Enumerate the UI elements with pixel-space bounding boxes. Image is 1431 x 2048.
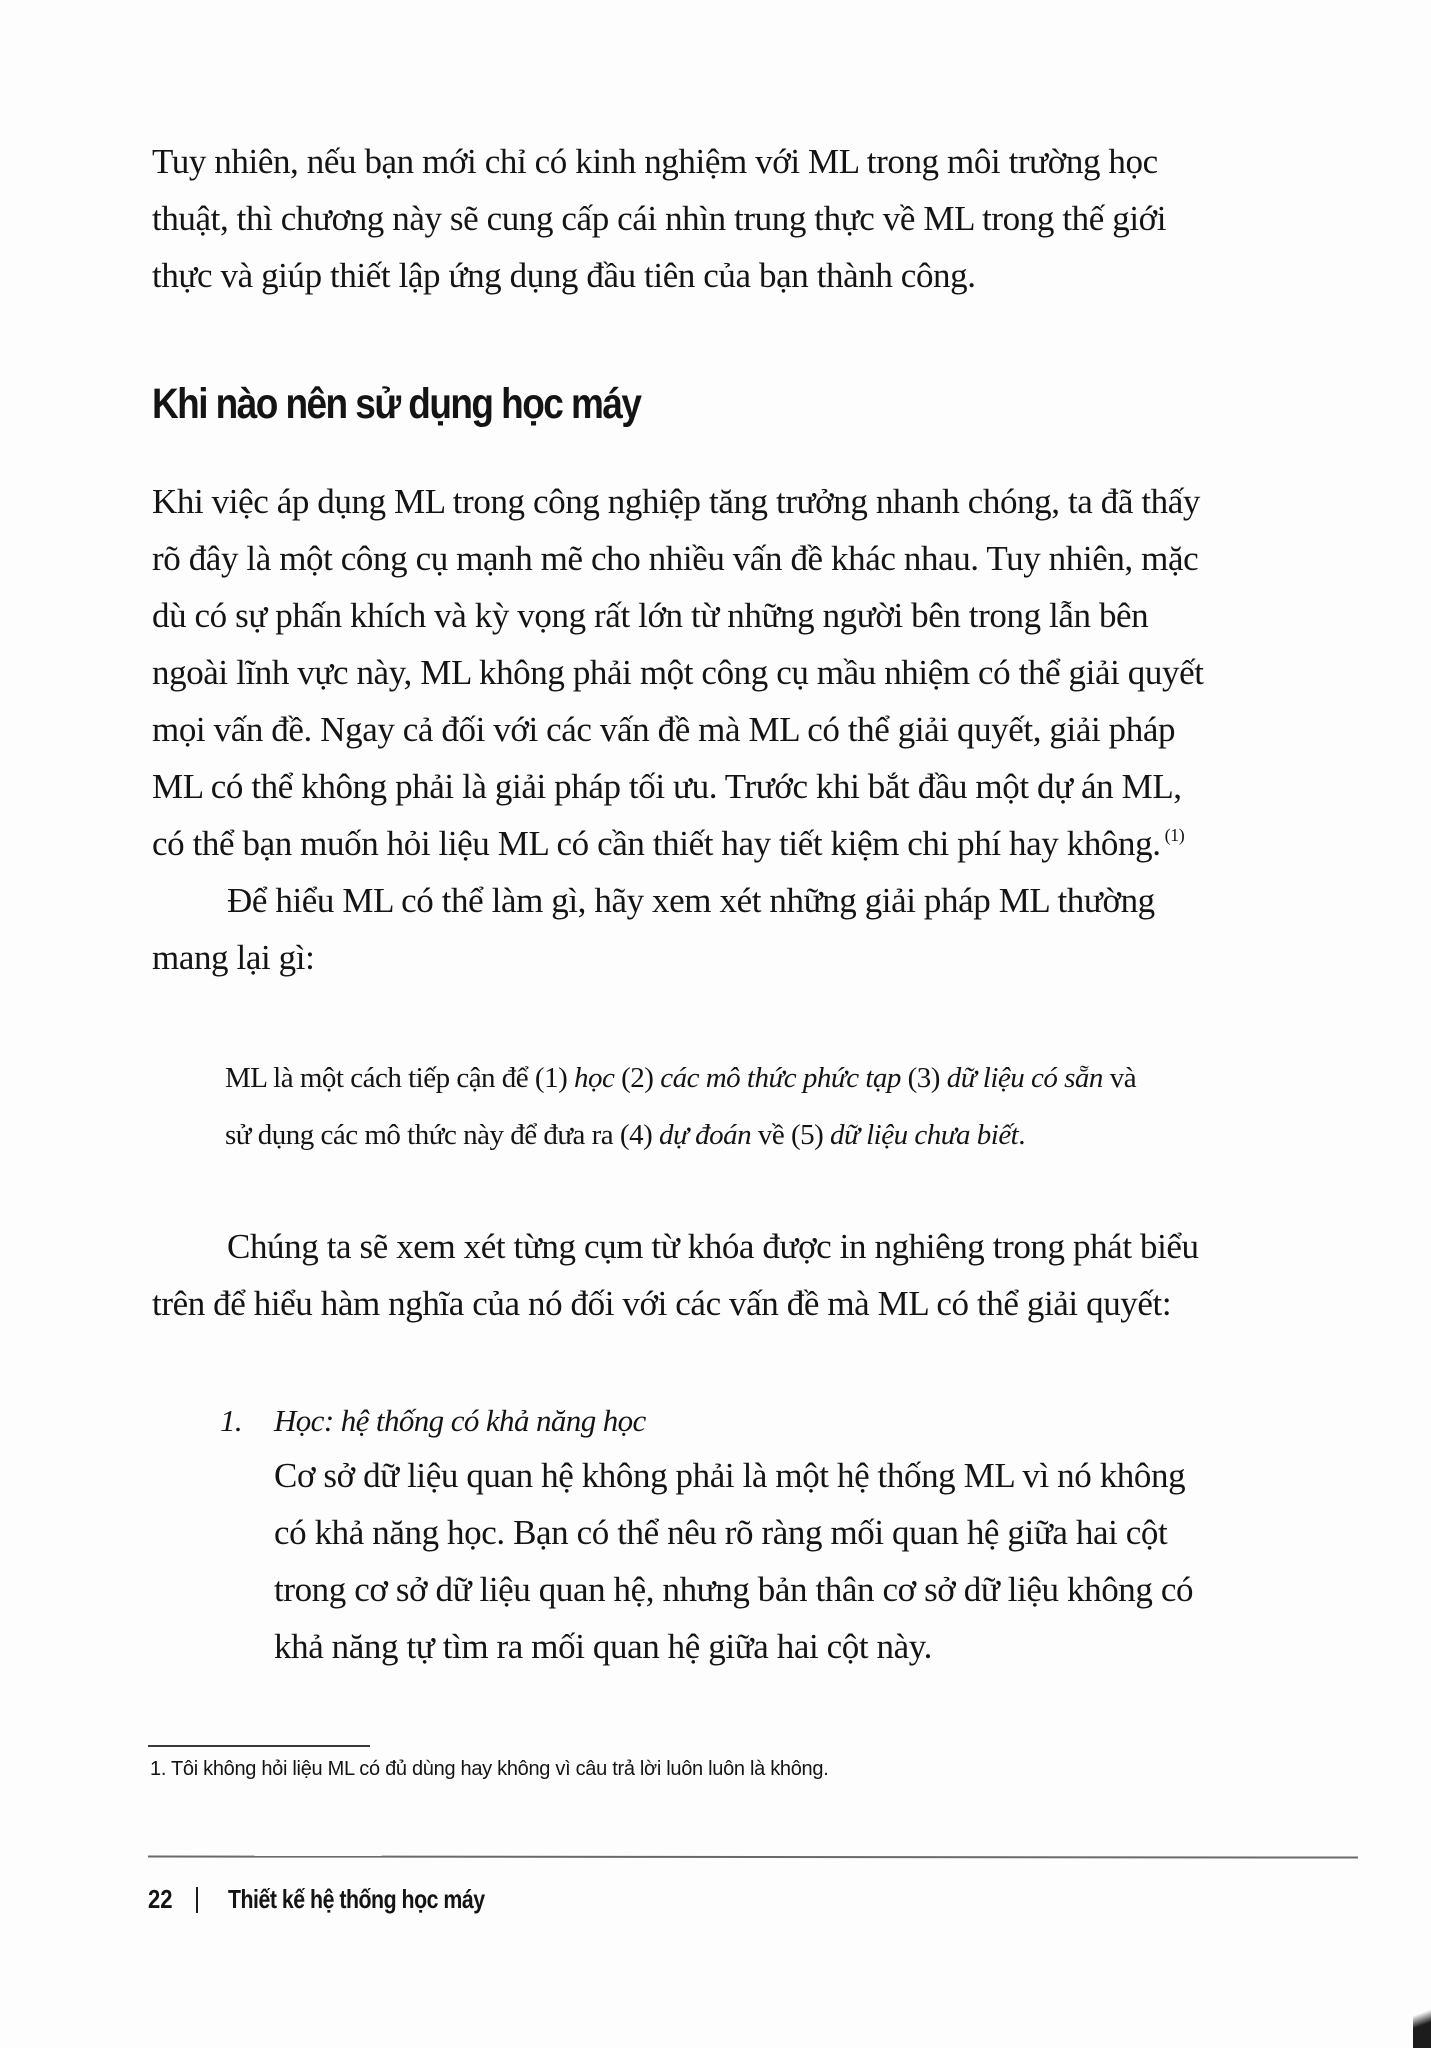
- text-line: Cơ sở dữ liệu quan hệ không phải là một hệ thống ML vì nó không: [274, 1456, 1186, 1495]
- footnote-marker[interactable]: (1): [1164, 825, 1185, 845]
- text-line: Tuy nhiên, nếu bạn mới chỉ có kinh nghiệm với ML trong môi trường học: [152, 142, 1158, 181]
- page-number: 22: [148, 1884, 173, 1914]
- quote-emphasis: dữ liệu có sẵn: [946, 1062, 1103, 1094]
- intro-paragraph: [152, 133, 1352, 304]
- list-item-title: [220, 1395, 1360, 1447]
- text-line: có khả năng học. Bạn có thể nêu rõ ràng mối quan hệ giữa hai cột: [274, 1513, 1168, 1552]
- text-line: trên để hiểu hàm nghĩa của nó đối với các vấn đề mà ML có thể giải quyết:: [152, 1284, 1172, 1323]
- list-item-body: [220, 1447, 1360, 1675]
- text-line: ML có thể không phải là giải pháp tối ưu. Trước khi bắt đầu một dự án ML,: [152, 767, 1182, 806]
- text-line: dù có sự phấn khích và kỳ vọng rất lớn từ những người bên trong lẫn bên: [152, 596, 1149, 635]
- quote-emphasis: dự đoán: [659, 1119, 752, 1151]
- quote-text: (2): [614, 1062, 661, 1094]
- text-line: Chúng ta sẽ xem xét từng cụm từ khóa được in nghiêng trong phát biểu: [227, 1227, 1199, 1266]
- text-line: Để hiểu ML có thể làm gì, hãy xem xét những giải pháp ML thường: [227, 881, 1155, 920]
- paragraph-2: [152, 872, 1352, 986]
- definition-quote: [225, 1050, 1136, 1164]
- footer-separator: [196, 1887, 198, 1913]
- paragraph-1: [152, 473, 1352, 872]
- text-line: thực và giúp thiết lập ứng dụng đầu tiên của bạn thành công.: [152, 256, 976, 295]
- text-line: Khi việc áp dụng ML trong công nghiệp tăng trưởng nhanh chóng, ta đã thấy: [152, 482, 1200, 521]
- quote-emphasis: dữ liệu chưa biết: [830, 1119, 1019, 1151]
- quote-text: ML là một cách tiếp cận để (1): [225, 1062, 574, 1094]
- footer-divider: [148, 1855, 1358, 1858]
- quote-text: và: [1102, 1062, 1137, 1094]
- text-line: mang lại gì:: [152, 938, 315, 977]
- page-footer: [148, 1884, 541, 1915]
- text-line: khả năng tự tìm ra mối quan hệ giữa hai cột này.: [274, 1627, 932, 1666]
- quote-line: [225, 1050, 1136, 1107]
- text-line: ngoài lĩnh vực này, ML không phải một công cụ mầu nhiệm có thể giải quyết: [152, 653, 1204, 692]
- running-title: Thiết kế hệ thống học máy: [228, 1884, 485, 1914]
- text-line: mọi vấn đề. Ngay cả đối với các vấn đề mà ML có thể giải quyết, giải pháp: [152, 710, 1176, 749]
- page-edge-shadow: [1413, 1990, 1431, 2048]
- list-item-heading: Học: hệ thống có khả năng học: [274, 1403, 646, 1438]
- footnote-divider: [148, 1745, 370, 1747]
- text-line: có thể bạn muốn hỏi liệu ML có cần thiết hay tiết kiệm chi phí hay không.: [152, 824, 1161, 863]
- quote-emphasis: các mô thức phức tạp: [660, 1062, 901, 1094]
- quote-emphasis: học: [574, 1062, 615, 1094]
- paragraph-3: [152, 1218, 1352, 1332]
- text-line: rõ đây là một công cụ mạnh mẽ cho nhiều vấn đề khác nhau. Tuy nhiên, mặc: [152, 539, 1199, 578]
- quote-line: [225, 1107, 1136, 1164]
- text-line-with-footnote: [152, 815, 1352, 872]
- section-heading: Khi nào nên sử dụng học máy: [152, 380, 641, 428]
- text-line: trong cơ sở dữ liệu quan hệ, nhưng bản thân cơ sở dữ liệu không có: [274, 1570, 1194, 1609]
- text-line: thuật, thì chương này sẽ cung cấp cái nhìn trung thực về ML trong thế giới: [152, 199, 1167, 238]
- footnote: 1. Tôi không hỏi liệu ML có đủ dùng hay không vì câu trả lời luôn luôn là không.: [150, 1758, 829, 1780]
- quote-text: .: [1018, 1119, 1025, 1151]
- quote-text: (3): [900, 1062, 947, 1094]
- quote-text: sử dụng các mô thức này để đưa ra (4): [225, 1119, 659, 1151]
- quote-text: về (5): [751, 1119, 831, 1151]
- list-item-number: 1.: [220, 1403, 243, 1438]
- list-item: [220, 1395, 1360, 1675]
